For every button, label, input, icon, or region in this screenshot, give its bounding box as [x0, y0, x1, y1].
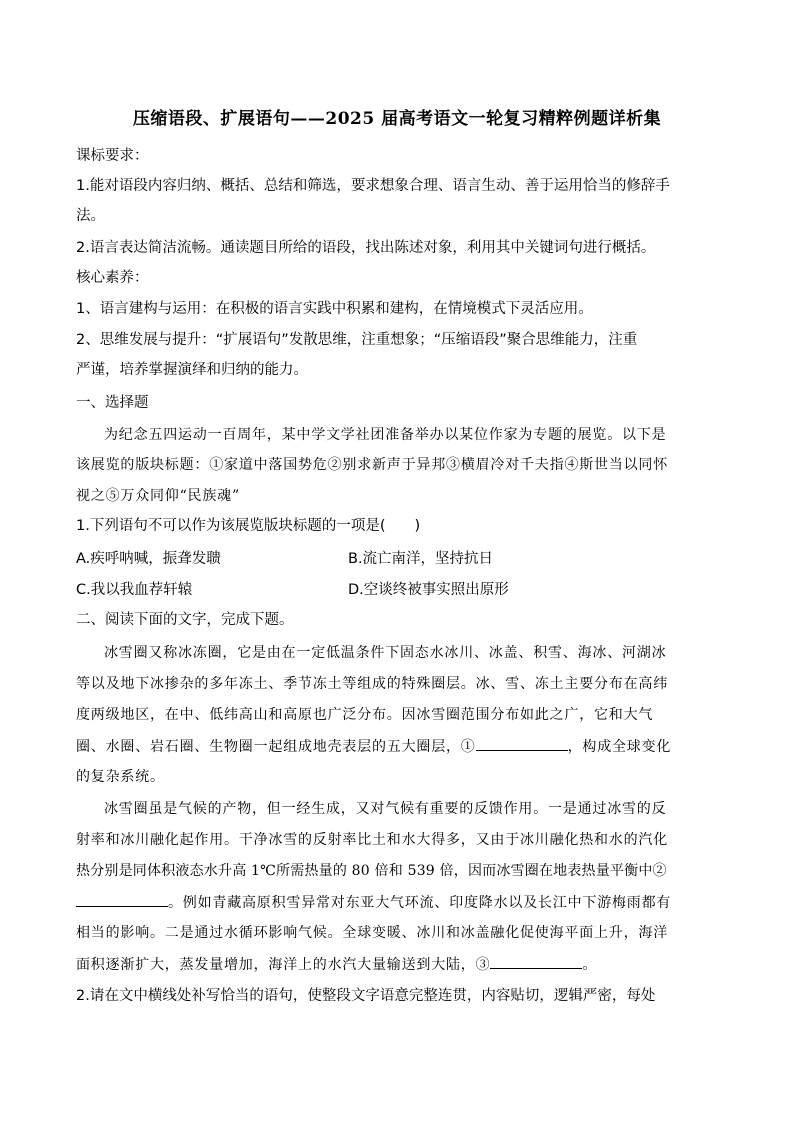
literacy-item-2-line-1: 2、思维发展与提升：“扩展语句”发散思维，注重想象；“压缩语段”聚合思维能力，注重	[76, 332, 638, 348]
passage-2-p1-line-4-start: 圈、水圈、岩石圈、生物圈一起组成地壳表层的五大圈层，①	[76, 739, 476, 755]
option-c: C.我以我血荐轩辕	[76, 582, 193, 598]
answer-blank-1[interactable]	[476, 736, 568, 751]
page-title: 压缩语段、扩展语句——2025 届高考语文一轮复习精粹例题详析集	[132, 109, 662, 129]
answer-blank-2[interactable]	[76, 892, 168, 907]
section-1-heading: 一、选择题	[76, 395, 149, 411]
passage-2-p2-line-5: 相当的影响。二是通过水循环影响气候。全球变暖、冰川和冰盖融化促使海平面上升，海洋	[76, 925, 668, 941]
passage-2-p2-line-4-text: 。例如青藏高原积雪异常对东亚大气环流、印度降水以及长江中下游梅雨都有	[168, 895, 672, 911]
passage-2-p1-line-2: 等以及地下冰掺杂的多年冻土、季节冻土等组成的特殊圈层。冰、雪、冻土主要分布在高纬	[76, 676, 668, 692]
option-d: D.空谈终被事实照出原形	[348, 582, 509, 598]
answer-blank-3[interactable]	[490, 954, 582, 969]
requirement-1-line-1: 1.能对语段内容归纳、概括、总结和筛选，要求想象合理、语言生动、善于运用恰当的修辞手	[76, 178, 670, 194]
passage-2-p1-line-1: 冰雪圈又称冰冻圈，它是由在一定低温条件下固态水冰川、冰盖、积雪、海冰、河湖冰	[104, 645, 667, 661]
passage-2-p1-line-4	[76, 736, 671, 757]
passage-2-p1-line-5: 的复杂系统。	[76, 769, 165, 785]
requirement-1-line-2: 法。	[76, 208, 105, 224]
passage-1-line-2: 该展览的版块标题：①家道中落国势危②别求新声于异邦③横眉冷对千夫指④斯世当以同怀	[76, 457, 668, 473]
passage-2-p2-line-6-end: 。	[582, 957, 598, 973]
passage-2-p2-line-4	[76, 892, 671, 913]
requirement-2: 2.语言表达简洁流畅。通读题目所给的语段，找出陈述对象，利用其中关键词句进行概括。	[76, 240, 656, 256]
question-2-line-1: 2.请在文中横线处补写恰当的语句，使整段文字语意完整连贯，内容贴切，逻辑严密，每处	[76, 988, 656, 1004]
passage-2-p2-line-6	[76, 954, 597, 975]
passage-2-p2-line-3: 热分别是同体积液态水升高 1℃所需热量的 80 倍和 539 倍，因而冰雪圈在地表热量平衡中②	[76, 863, 667, 879]
literacy-item-1: 1、语言建构与运用：在积极的语言实践中积累和建构，在情境模式下灵活应用。	[76, 301, 593, 317]
passage-2-p1-line-4-end: ，构成全球变化	[567, 739, 672, 755]
section-2-heading: 二、阅读下面的文字，完成下题。	[76, 612, 294, 628]
passage-2-p1-line-3: 度两级地区，在中、低纬高山和高原也广泛分布。因冰雪圈范围分布如此之广，它和大气	[76, 707, 654, 723]
passage-2-p2-line-1: 冰雪圈虽是气候的产物，但一经生成，又对气候有重要的反馈作用。一是通过冰雪的反	[104, 801, 667, 817]
option-a: A.疾呼呐喊，振聋发聩	[76, 551, 221, 567]
option-b: B.流亡南洋，坚持抗日	[348, 551, 494, 567]
passage-1-line-1: 为纪念五四运动一百周年，某中学文学社团准备举办以某位作家为专题的展览。以下是	[104, 427, 667, 443]
question-1: 1.下列语句不可以作为该展览版块标题的一项是( )	[76, 518, 421, 534]
requirements-heading: 课标要求：	[76, 148, 149, 164]
passage-1-line-3: 视之⑤万众同仰“民族魂”	[76, 488, 240, 504]
passage-2-p2-line-6-start: 面积逐渐扩大，蒸发量增加，海洋上的水汽大量输送到大陆，③	[76, 957, 491, 973]
literacy-item-2-line-2: 严谨，培养掌握演绎和归纳的能力。	[76, 362, 308, 378]
passage-2-p2-line-2: 射率和冰川融化起作用。干净冰雪的反射率比土和水大得多，又由于冰川融化热和水的汽化	[76, 832, 668, 848]
literacy-heading: 核心素养：	[76, 270, 149, 286]
